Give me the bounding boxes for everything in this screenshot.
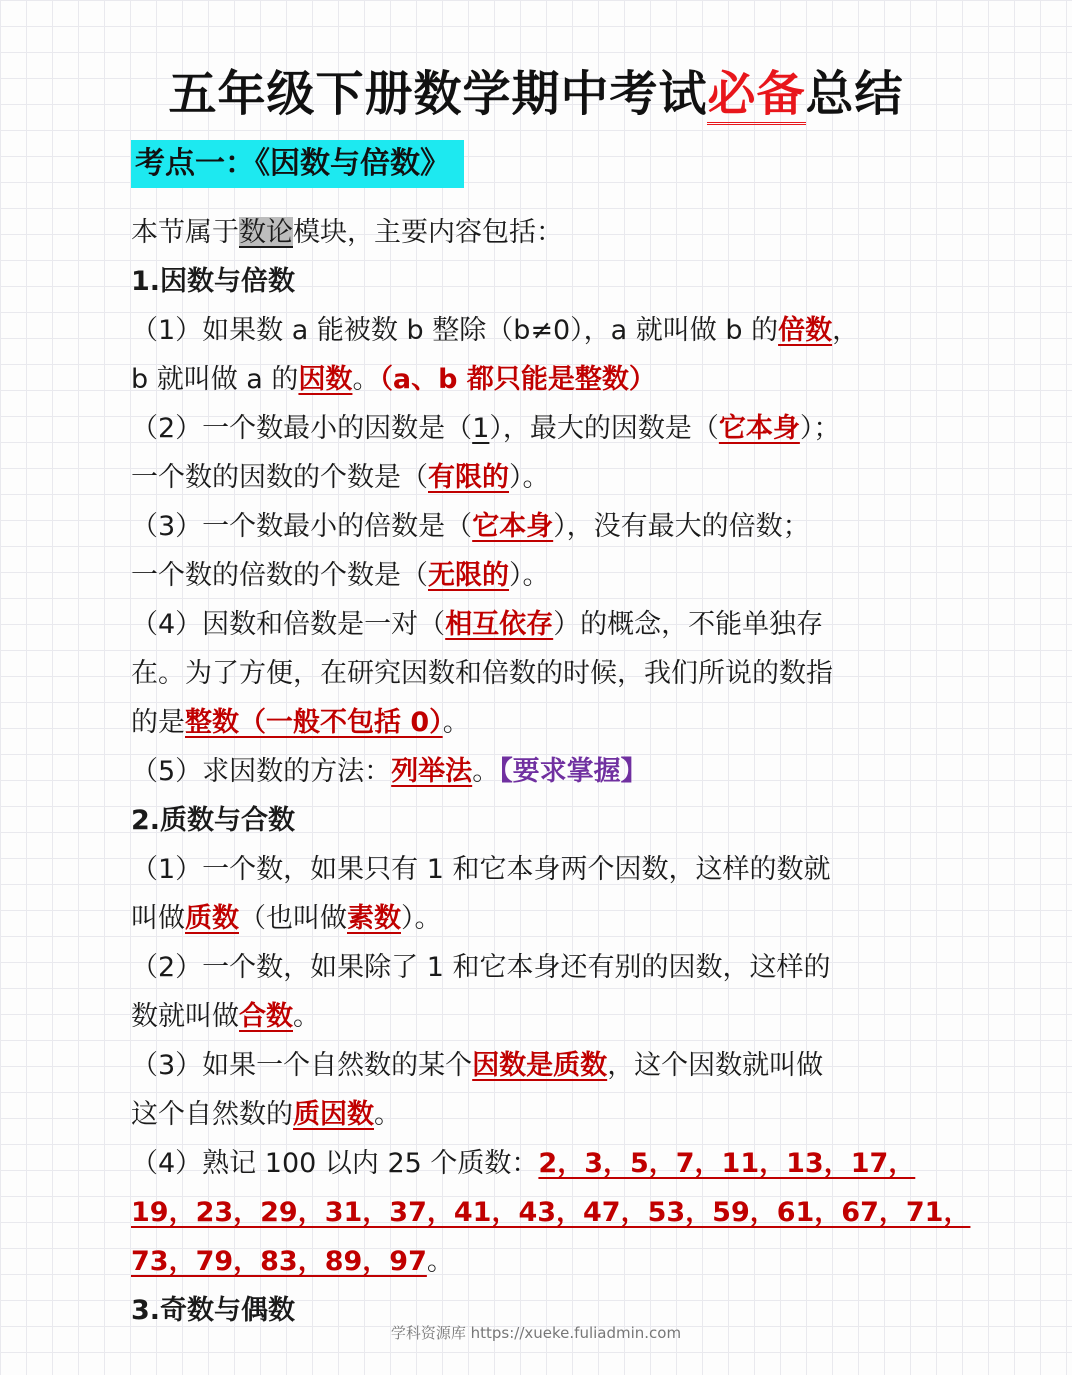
- paragraph-2-line-1: （2）一个数最小的因数是（1），最大的因数是（它本身）；: [131, 413, 841, 444]
- page-title: 五年级下册数学期中考试必备总结: [0, 55, 1072, 124]
- prime-paragraph-1-line-1: （1）一个数，如果只有 1 和它本身两个因数，这样的数就: [131, 854, 831, 885]
- section-heading: 考点一：《因数与倍数》: [131, 140, 464, 188]
- intro-line: 本节属于数论模块，主要内容包括：: [131, 217, 563, 248]
- paragraph-1-line-1: （1）如果数 a 能被数 b 整除（b≠0），a 就叫做 b 的倍数，: [131, 315, 860, 346]
- subheading-1: 1.因数与倍数: [131, 266, 296, 297]
- prime-paragraph-3-line-1: （3）如果一个自然数的某个因数是质数，这个因数就叫做: [131, 1050, 824, 1081]
- subheading-3: 3.奇数与偶数: [131, 1295, 296, 1326]
- paragraph-4-line-2: 在。为了方便，在研究因数和倍数的时候，我们所说的数指: [131, 658, 833, 689]
- prime-list-line-1: （4）熟记 100 以内 25 个质数：2，3，5，7，11，13，17，: [131, 1148, 916, 1179]
- watermark-footer: 学科资源库 https://xueke.fuliadmin.com: [390, 1324, 682, 1342]
- paragraph-5: （5）求因数的方法：列举法。【要求掌握】: [131, 756, 648, 787]
- paragraph-4-line-1: （4）因数和倍数是一对（相互依存）的概念，不能单独存: [131, 609, 824, 640]
- prime-paragraph-2-line-1: （2）一个数，如果除了 1 和它本身还有别的因数，这样的: [131, 952, 831, 983]
- prime-paragraph-3-line-2: 这个自然数的质因数。: [131, 1099, 401, 1130]
- prime-list-line-3: 73，79，83，89，97。: [131, 1246, 454, 1277]
- document-body: [131, 208, 971, 1335]
- paragraph-2-line-2: 一个数的因数的个数是（有限的）。: [131, 462, 550, 493]
- highlighted-term: 数论: [239, 217, 293, 248]
- prime-paragraph-2-line-2: 数就叫做合数。: [131, 1001, 320, 1032]
- prime-list-line-2: 19，23，29，31，37，41，43，47，53，59，61，67，71，: [131, 1197, 971, 1228]
- paragraph-3-line-1: （3）一个数最小的倍数是（它本身），没有最大的倍数；: [131, 511, 810, 542]
- paragraph-4-line-3: 的是整数（一般不包括 0）。: [131, 707, 470, 738]
- paragraph-1-line-2: b 就叫做 a 的因数。（a、b 都只能是整数）: [131, 364, 656, 395]
- title-highlight: 必备: [707, 66, 805, 125]
- prime-paragraph-1-line-2: 叫做质数（也叫做素数）。: [131, 903, 442, 934]
- paragraph-3-line-2: 一个数的倍数的个数是（无限的）。: [131, 560, 550, 591]
- subheading-2: 2.质数与合数: [131, 805, 296, 836]
